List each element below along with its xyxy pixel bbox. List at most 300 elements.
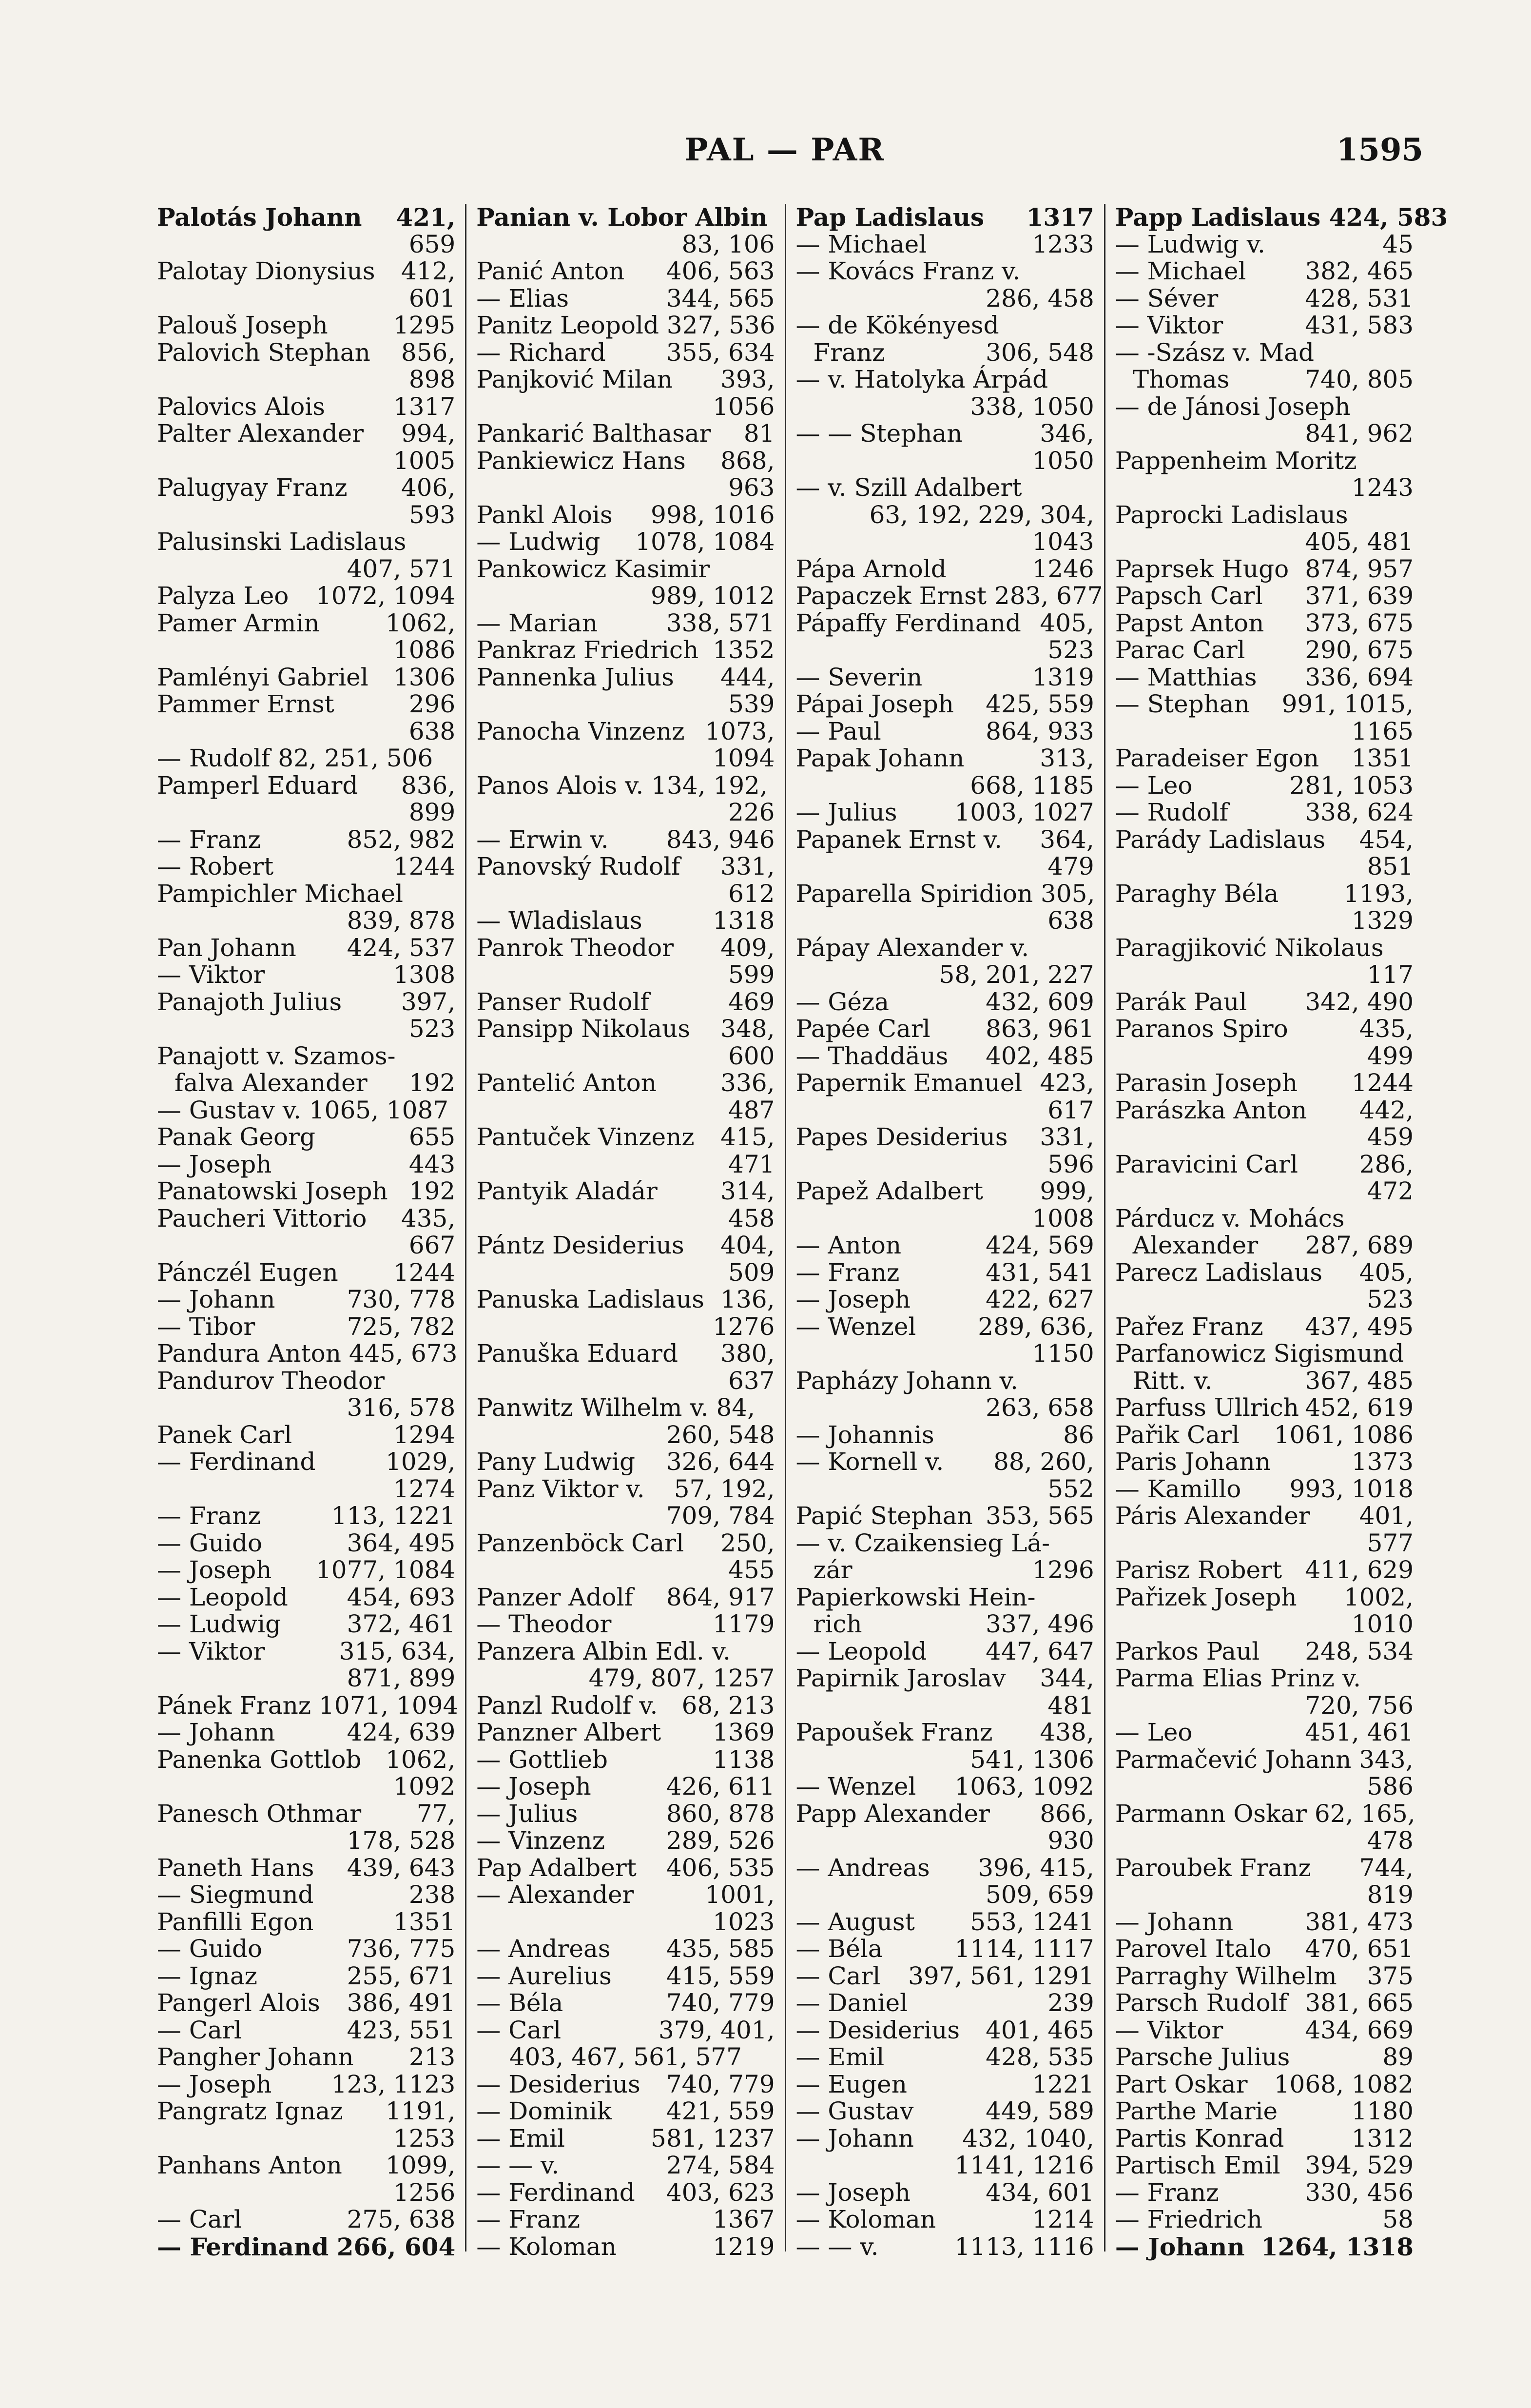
index-entry <box>1115 1881 1414 1909</box>
entry-name: Panhans Anton <box>157 2151 342 2179</box>
index-entry <box>157 718 455 745</box>
entry-pages: 471 <box>728 1150 775 1178</box>
entry-pages: 481 <box>1047 1691 1094 1720</box>
index-entry <box>796 664 1094 691</box>
entry-name: Pammer Ernst <box>157 690 334 718</box>
index-entry <box>796 826 1094 854</box>
entry-pages: 178, 528 <box>347 1826 456 1855</box>
index-entry <box>796 1665 1094 1692</box>
entry-pages: 432, 1040, <box>962 2124 1094 2153</box>
index-entry <box>476 1990 775 2017</box>
index-entry <box>1115 1665 1414 1692</box>
entry-name: Papierkowski Hein- <box>795 1583 1036 1611</box>
entry-pages: 999, <box>1040 1177 1094 1205</box>
entry-pages: 1243 <box>1351 473 1414 502</box>
entry-pages: 289, 636, <box>978 1312 1094 1341</box>
entry-name: Papež Adalbert <box>795 1177 984 1205</box>
index-entry <box>476 1909 775 1936</box>
entry-pages: 1329 <box>1351 906 1414 935</box>
entry-name: Parády Ladislaus <box>1115 825 1326 854</box>
index-entry <box>796 1827 1094 1855</box>
entry-pages: 1062, <box>386 608 456 637</box>
entry-pages: 1193, <box>1343 879 1414 908</box>
entry-name: Parfanowicz Sigismund <box>1115 1339 1404 1368</box>
entry-name: Parovel Italo <box>1115 1935 1272 1963</box>
entry-name: Parmann Oskar 62, 165, <box>1115 1799 1415 1828</box>
entry-name: Papernik Emanuel <box>795 1069 1023 1097</box>
entry-name: Parfuss Ullrich <box>1115 1393 1299 1422</box>
index-entry <box>157 1178 455 1205</box>
entry-pages: 306, 548 <box>986 338 1094 367</box>
entry-pages: 451, 461 <box>1305 1718 1414 1746</box>
entry-pages: 421, 559 <box>666 2097 775 2125</box>
entry-name: Panajoth Julius <box>157 987 342 1016</box>
index-entry <box>157 2179 455 2207</box>
entry-pages: 422, 627 <box>986 1285 1094 1313</box>
entry-pages: 709, 784 <box>666 1502 775 1530</box>
entry-name: Palovich Stephan <box>157 338 370 367</box>
entry-name: — Eugen <box>795 2070 907 2098</box>
entry-name: Part Oskar <box>1115 2070 1248 2098</box>
entry-name: — Ludwig <box>157 1610 281 1638</box>
entry-pages: 454, <box>1359 825 1414 854</box>
entry-name: — Franz <box>1115 2178 1219 2207</box>
entry-name: Pandurov Theodor <box>157 1366 385 1395</box>
entry-pages: 553, 1241 <box>970 1907 1094 1936</box>
entry-name: Panian v. Lobor Albin <box>476 203 768 232</box>
index-entry <box>157 1881 455 1909</box>
entry-pages: 659 <box>408 230 456 258</box>
index-entry <box>1115 231 1414 258</box>
index-entry <box>796 745 1094 772</box>
entry-name: Pampichler Michael <box>157 879 403 908</box>
index-entry <box>157 961 455 989</box>
entry-pages: 819 <box>1367 1880 1414 1909</box>
entry-name: Papsch Carl <box>1115 582 1263 610</box>
index-entry <box>476 366 775 393</box>
index-entry <box>1115 881 1414 908</box>
entry-name: — Dominik <box>476 2097 612 2125</box>
entry-name: Pápay Alexander v. <box>795 933 1029 962</box>
entry-pages: 83, 106 <box>681 230 775 258</box>
column-2 <box>466 203 786 2261</box>
index-entry <box>157 1963 455 1990</box>
entry-name: — de Kökényesd <box>795 311 999 339</box>
entry-name: Palotay Dionysius <box>157 257 375 285</box>
entry-name: — Daniel <box>795 1989 908 2017</box>
entry-name: rich <box>813 1610 862 1638</box>
entry-name: Panzl Rudolf v. <box>476 1691 658 1720</box>
entry-name: Pap Adalbert <box>476 1853 637 1882</box>
index-entry <box>157 1422 455 1449</box>
entry-pages: 260, 548 <box>666 1420 775 1449</box>
index-entry <box>476 1584 775 1611</box>
entry-pages: 444, <box>720 663 775 691</box>
column-1 <box>157 203 466 2261</box>
index-entry <box>1115 1259 1414 1287</box>
entry-pages: 382, 465 <box>1305 257 1414 285</box>
index-entry <box>1115 1286 1414 1313</box>
entry-pages: 1008 <box>1032 1204 1094 1233</box>
entry-name: Parraghy Wilhelm <box>1115 1961 1337 1990</box>
entry-pages: 454, 693 <box>347 1583 456 1611</box>
index-entry <box>476 1340 775 1368</box>
entry-pages: 314, <box>720 1177 775 1205</box>
entry-name: — Séver <box>1115 284 1219 313</box>
index-entry <box>796 1936 1094 1963</box>
entry-pages: 316, 578 <box>347 1393 456 1422</box>
entry-name: Panfilli Egon <box>157 1907 314 1936</box>
entry-pages: 449, 589 <box>986 2097 1094 2125</box>
entry-name: Panser Rudolf <box>476 987 650 1016</box>
entry-pages: 851 <box>1367 852 1414 881</box>
entry-pages: 88, 260, <box>993 1448 1094 1476</box>
entry-name: — Elias <box>476 284 569 313</box>
entry-pages: 1050 <box>1032 446 1094 475</box>
entry-name: — de Jánosi Joseph <box>1115 392 1351 421</box>
entry-name: Panz Viktor v. <box>476 1474 645 1503</box>
index-entry <box>157 772 455 800</box>
entry-pages: 287, 689 <box>1305 1231 1414 1259</box>
index-entry <box>157 989 455 1016</box>
entry-pages: 239 <box>1047 1989 1094 2017</box>
entry-name: — Andreas <box>476 1935 611 1963</box>
index-entry <box>1115 1313 1414 1341</box>
index-entry <box>157 2071 455 2098</box>
index-entry <box>157 1097 455 1124</box>
entry-name: Pařik Carl <box>1115 1420 1240 1449</box>
entry-pages: 599 <box>728 960 775 989</box>
index-entry <box>1115 826 1414 854</box>
entry-name: Paucheri Vittorio <box>157 1204 367 1233</box>
entry-name: Pantyik Aladár <box>476 1177 658 1205</box>
entry-name: — v. Hatolyka Árpád <box>795 365 1048 393</box>
index-entry <box>476 285 775 313</box>
entry-name: Paranos Spiro <box>1115 1015 1288 1043</box>
entry-name: Pany Ludwig <box>476 1448 636 1476</box>
entry-name: — Wenzel <box>795 1312 916 1341</box>
entry-pages: 263, 658 <box>986 1393 1094 1422</box>
index-entry <box>157 2125 455 2153</box>
entry-name: — Johann <box>795 2124 914 2153</box>
entry-name: Parma Elias Prinz v. <box>1115 1664 1361 1692</box>
index-entry <box>796 989 1094 1016</box>
index-entry <box>476 1611 775 1638</box>
entry-name: Pántz Desiderius <box>476 1231 684 1259</box>
entry-name: — Wenzel <box>795 1772 916 1801</box>
entry-name: Papić Stephan <box>795 1502 973 1530</box>
entry-name: Pankowicz Kasimir <box>476 554 710 583</box>
entry-pages: 424, 569 <box>986 1231 1094 1259</box>
entry-name: — Emil <box>795 2043 885 2071</box>
entry-pages: 68, 213 <box>681 1691 775 1720</box>
entry-pages: 1306 <box>393 663 456 691</box>
entry-name: Panjković Milan <box>476 365 673 393</box>
entry-pages: 655 <box>408 1123 456 1151</box>
index-entry <box>476 1178 775 1205</box>
entry-pages: 843, 946 <box>666 825 775 854</box>
entry-name: Panić Anton <box>476 257 625 285</box>
entry-pages: 406, 563 <box>666 257 775 285</box>
entry-pages: 45 <box>1382 230 1414 258</box>
index-entry <box>796 1476 1094 1503</box>
entry-name: — Severin <box>795 663 923 691</box>
index-entry <box>1115 799 1414 826</box>
index-entry <box>796 1368 1094 1395</box>
index-entry <box>476 1422 775 1449</box>
index-entry <box>157 312 455 339</box>
entry-pages: 336, <box>720 1069 775 1097</box>
entry-pages: 281, 1053 <box>1289 771 1414 800</box>
entry-name: Parák Paul <box>1115 987 1247 1016</box>
entry-name: — Joseph <box>157 1556 272 1584</box>
entry-pages: 452, 619 <box>1305 1393 1414 1422</box>
index-entry <box>157 1313 455 1341</box>
entry-name: Pankraz Friedrich <box>476 636 699 664</box>
entry-pages: 539 <box>728 690 775 718</box>
entry-name: — v. Szill Adalbert <box>795 473 1022 502</box>
index-entry <box>1115 366 1414 393</box>
entry-name: Palter Alexander <box>157 419 364 448</box>
running-head: PAL — PAR <box>684 132 885 168</box>
entry-pages: 238 <box>408 1880 456 1909</box>
index-entry <box>157 556 455 583</box>
index-entry <box>796 2071 1094 2098</box>
entry-pages: 396, 415, <box>978 1853 1094 1882</box>
entry-pages: 439, 643 <box>347 1853 456 1882</box>
entry-name: Paprsek Hugo <box>1115 554 1289 583</box>
entry-pages: 1141, 1216 <box>954 2151 1094 2179</box>
column-4 <box>1105 203 1448 2261</box>
entry-name: Paroubek Franz <box>1115 1853 1311 1882</box>
entry-name: Pápaffy Ferdinand <box>795 608 1021 637</box>
entry-pages: 1062, <box>386 1745 456 1774</box>
entry-pages: 1351 <box>1351 744 1414 772</box>
entry-name: Panek Carl <box>157 1420 292 1449</box>
entry-pages: 423, <box>1040 1069 1094 1097</box>
entry-pages: 552 <box>1047 1474 1094 1503</box>
index-entry <box>1115 2044 1414 2071</box>
index-entry <box>476 718 775 745</box>
entry-pages: 274, 584 <box>666 2151 775 2179</box>
index-entry <box>796 2233 1094 2261</box>
index-entry <box>1115 1503 1414 1530</box>
entry-pages: 863, 961 <box>986 1015 1094 1043</box>
entry-pages: 1077, 1084 <box>315 1556 456 1584</box>
index-entry <box>796 1151 1094 1178</box>
entry-name: — Ferdinand <box>157 2232 329 2261</box>
index-entry <box>1115 203 1448 232</box>
entry-pages: 226 <box>728 798 775 826</box>
entry-pages: 836, <box>401 771 456 800</box>
index-entry <box>157 285 455 313</box>
entry-name: — Viktor <box>157 960 265 989</box>
entry-name: Panak Georg <box>157 1123 315 1151</box>
entry-name: — — v. <box>795 2232 879 2261</box>
index-entry <box>157 1070 455 1097</box>
entry-pages: 1253 <box>393 2124 456 2153</box>
entry-name: — Friedrich <box>1115 2205 1262 2233</box>
entry-pages: 541, 1306 <box>970 1745 1094 1774</box>
entry-name: — Gustav <box>795 2097 914 2125</box>
entry-pages: 405, <box>1359 1258 1414 1287</box>
index-entry <box>1115 1124 1414 1151</box>
entry-pages: 1002, <box>1343 1583 1414 1611</box>
index-entry <box>476 1719 775 1746</box>
index-entry <box>796 961 1094 989</box>
index-entry <box>157 1124 455 1151</box>
entry-name: Parasin Joseph <box>1115 1069 1298 1097</box>
entry-name: Ritt. v. <box>1132 1366 1213 1395</box>
index-entry <box>157 231 455 258</box>
entry-name: Pannenka Julius <box>476 663 674 691</box>
index-entry <box>476 231 775 258</box>
entry-pages: 364, 495 <box>347 1528 456 1557</box>
entry-pages: 593 <box>408 500 456 529</box>
entry-pages: 394, 529 <box>1305 2151 1414 2179</box>
entry-pages: 637 <box>728 1366 775 1395</box>
entry-name: — Béla <box>476 1989 563 2017</box>
index-entry <box>796 2044 1094 2071</box>
entry-pages: 1244 <box>393 1258 456 1287</box>
entry-name: — Ignaz <box>157 1961 258 1990</box>
index-entry <box>157 1368 455 1395</box>
entry-name: — Koloman <box>476 2232 617 2261</box>
entry-name: 403, 467, 561, 577 <box>509 2043 742 2071</box>
index-entry <box>796 1449 1094 1476</box>
entry-pages: 403, 623 <box>666 2178 775 2207</box>
entry-name: — Marian <box>476 608 598 637</box>
entry-pages: 423, 551 <box>347 2016 456 2044</box>
index-entry <box>796 1070 1094 1097</box>
entry-name: — Ludwig <box>476 528 601 556</box>
entry-pages: 1073, <box>705 717 775 745</box>
entry-name: Pankiewicz Hans <box>476 446 686 475</box>
entry-name: — Johann <box>157 1718 275 1746</box>
entry-name: Panzer Adolf <box>476 1583 634 1611</box>
entry-pages: 434, 669 <box>1305 2016 1414 2044</box>
index-entry <box>476 420 775 448</box>
index-entry <box>157 1339 458 1368</box>
entry-pages: 455 <box>728 1556 775 1584</box>
index-entry <box>1115 1016 1414 1043</box>
index-entry <box>476 1124 775 1151</box>
entry-pages: 509, 659 <box>986 1880 1094 1909</box>
index-entry <box>476 474 775 502</box>
index-entry <box>1115 935 1414 962</box>
index-entry <box>796 1584 1094 1611</box>
index-entry <box>476 745 775 772</box>
index-entry <box>157 339 455 367</box>
index-entry <box>476 1476 775 1503</box>
entry-pages: 428, 535 <box>986 2043 1094 2071</box>
entry-pages: 402, 485 <box>986 1041 1094 1070</box>
entry-name: — Guido <box>157 1935 263 1963</box>
entry-pages: 478 <box>1367 1826 1414 1855</box>
index-entry <box>476 1963 775 1990</box>
index-entry <box>1115 1422 1414 1449</box>
index-entry <box>476 556 775 583</box>
index-entry <box>1115 610 1414 637</box>
entry-name: Panenka Gottlob <box>157 1745 362 1774</box>
entry-pages: 617 <box>1047 1096 1094 1124</box>
entry-name: — Franz <box>157 825 261 854</box>
entry-name: Pamlényi Gabriel <box>157 663 368 691</box>
entry-pages: 871, 899 <box>347 1664 456 1692</box>
index-entry <box>1115 1584 1414 1611</box>
index-entry <box>1115 2206 1414 2233</box>
entry-pages: 459 <box>1367 1123 1414 1151</box>
entry-pages: 601 <box>408 284 456 313</box>
entry-pages: 1029, <box>386 1448 456 1476</box>
entry-pages: 431, 583 <box>1305 311 1414 339</box>
entry-pages: 372, 461 <box>347 1610 456 1638</box>
entry-pages: 313, <box>1040 744 1094 772</box>
entry-name: — -Szász v. Mad <box>1115 338 1314 367</box>
index-entry <box>796 853 1094 881</box>
index-entry <box>476 1936 775 1963</box>
entry-pages: 866, <box>1040 1799 1094 1828</box>
index-entry <box>476 529 775 556</box>
index-entry <box>157 1638 455 1665</box>
entry-pages: 523 <box>408 1015 456 1043</box>
index-entry <box>1115 556 1414 583</box>
entry-pages: 250, <box>720 1528 775 1557</box>
index-entry <box>157 826 455 854</box>
entry-pages: 338, 624 <box>1305 798 1414 826</box>
index-entry <box>157 907 455 935</box>
entry-pages: 1319 <box>1032 663 1094 691</box>
index-entry <box>157 637 455 664</box>
entry-name: — Carl <box>476 2016 562 2044</box>
entry-pages: 58, 201, 227 <box>939 960 1094 989</box>
entry-pages: 740, 779 <box>666 1989 775 2017</box>
entry-pages: 1244 <box>393 852 456 881</box>
index-entry <box>796 610 1094 637</box>
entry-pages: 348, <box>720 1015 775 1043</box>
column-3 <box>786 203 1105 2261</box>
entry-name: — Desiderius <box>476 2070 640 2098</box>
index-entry <box>1115 583 1414 610</box>
index-entry <box>796 2017 1094 2044</box>
entry-name: — Leo <box>1115 771 1193 800</box>
index-entry <box>476 1665 775 1692</box>
entry-pages: 431, 541 <box>986 1258 1094 1287</box>
entry-name: — Stephan <box>1115 690 1250 718</box>
entry-pages: 192 <box>408 1177 456 1205</box>
entry-pages: 435, <box>1359 1015 1414 1043</box>
entry-pages: 864, 933 <box>986 717 1094 745</box>
entry-name: — Kamillo <box>1115 1474 1241 1503</box>
entry-name: — Johann <box>157 1285 275 1313</box>
entry-pages: 57, 192, <box>674 1474 775 1503</box>
index-entry <box>796 258 1094 285</box>
entry-pages: 1233 <box>1032 230 1094 258</box>
index-entry <box>157 1151 455 1178</box>
entry-pages: 898 <box>408 365 456 393</box>
index-entry <box>796 1313 1094 1341</box>
entry-name: Papirnik Jaroslav <box>795 1664 1006 1692</box>
index-entry <box>476 2017 775 2044</box>
index-entry <box>1115 285 1414 313</box>
entry-name: — Rudolf 82, 251, 506 <box>157 744 433 772</box>
entry-name: — Michael <box>795 230 927 258</box>
index-entry <box>796 1205 1094 1233</box>
entry-name: — Theodor <box>476 1610 612 1638</box>
entry-pages: 852, 982 <box>347 825 456 854</box>
index-entry <box>476 1530 775 1557</box>
index-entry <box>796 1097 1094 1124</box>
